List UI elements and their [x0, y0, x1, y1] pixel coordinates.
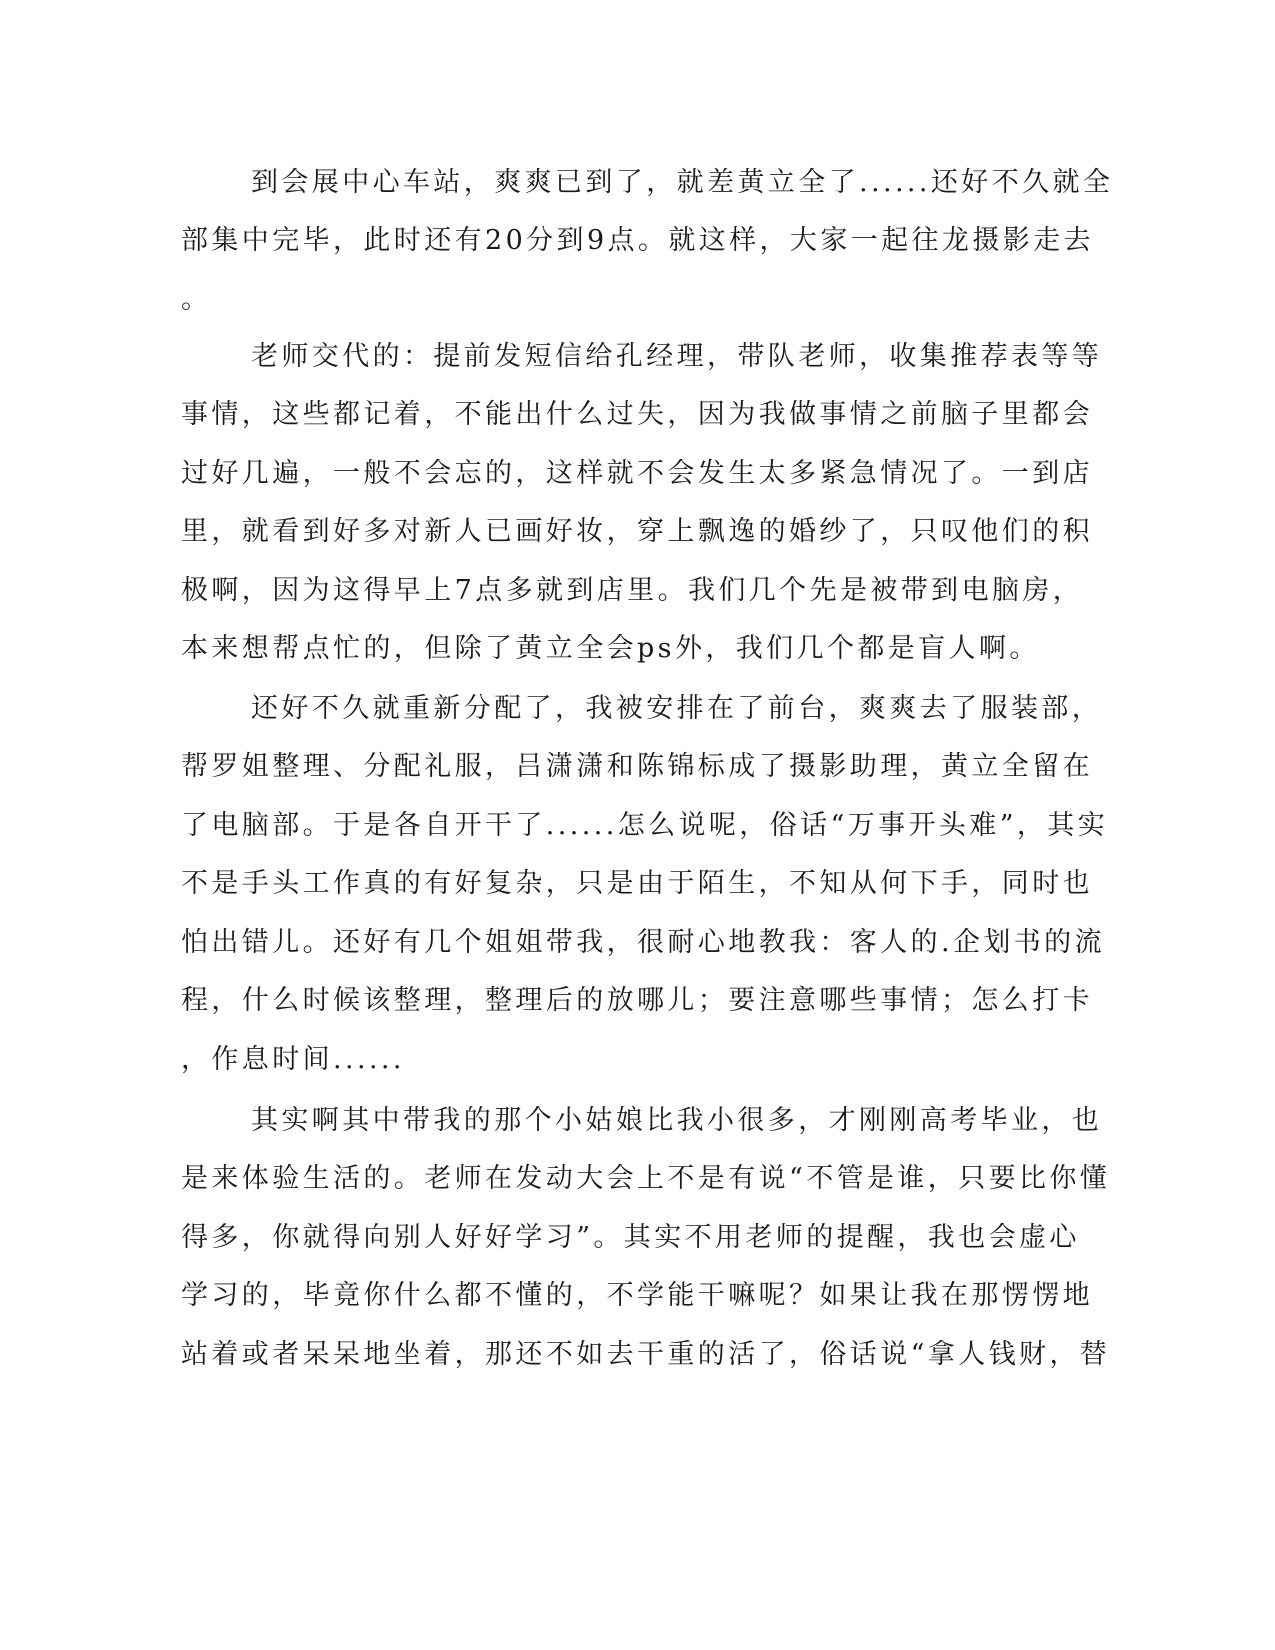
text-line: 帮罗姐整理、分配礼服，吕潇潇和陈锦标成了摄影助理，黄立全留在: [181, 751, 1093, 782]
text-line: 老师交代的：提前发短信给孔经理，带队老师，收集推荐表等等: [251, 341, 1103, 372]
text-line: 极啊，因为这得早上7点多就到店里。我们几个先是被带到电脑房，: [181, 575, 1084, 606]
text-line: 本来想帮点忙的，但除了黄立全会ps外，我们几个都是盲人啊。: [181, 633, 1040, 664]
text-line: 是来体验生活的。老师在发动大会上不是有说“不管是谁，只要比你懂: [181, 1163, 1111, 1194]
text-line: 过好几遍，一般不会忘的，这样就不会发生太多紧急情况了。一到店: [181, 458, 1093, 489]
text-line: 部集中完毕，此时还有20分到9点。就这样，大家一起往龙摄影走去: [181, 225, 1094, 256]
text-line: 。: [181, 284, 212, 315]
text-line: 得多，你就得向别人好好学习”。其实不用老师的提醒，我也会虚心: [181, 1222, 1080, 1253]
text-line: 事情，这些都记着，不能出什么过失，因为我做事情之前脑子里都会: [181, 399, 1093, 430]
text-line: 到会展中心车站，爽爽已到了，就差黄立全了......还好不久就全: [251, 167, 1114, 198]
text-line: 怕出错儿。还好有几个姐姐带我，很耐心地教我：客人的.企划书的流: [181, 927, 1105, 958]
text-line: 站着或者呆呆地坐着，那还不如去干重的活了，俗话说“拿人钱财，替: [181, 1339, 1111, 1370]
text-line: 程，什么时候该整理，整理后的放哪儿；要注意哪些事情；怎么打卡: [181, 985, 1093, 1016]
text-line: 学习的，毕竟你什么都不懂的，不学能干嘛呢？如果让我在那愣愣地: [181, 1280, 1093, 1311]
text-line: 了电脑部。于是各自开干了......怎么说呢，俗话“万事开头难”，其实: [181, 810, 1109, 841]
text-line: 不是手头工作真的有好复杂，只是由于陌生，不知从何下手，同时也: [181, 868, 1093, 899]
text-line: 还好不久就重新分配了，我被安排在了前台，爽爽去了服装部，: [251, 693, 1103, 724]
text-line: 其实啊其中带我的那个小姑娘比我小很多，才刚刚高考毕业，也: [251, 1105, 1103, 1136]
text-line: ，作息时间......: [181, 1044, 405, 1075]
text-line: 里，就看到好多对新人已画好妆，穿上飘逸的婚纱了，只叹他们的积: [181, 516, 1093, 547]
